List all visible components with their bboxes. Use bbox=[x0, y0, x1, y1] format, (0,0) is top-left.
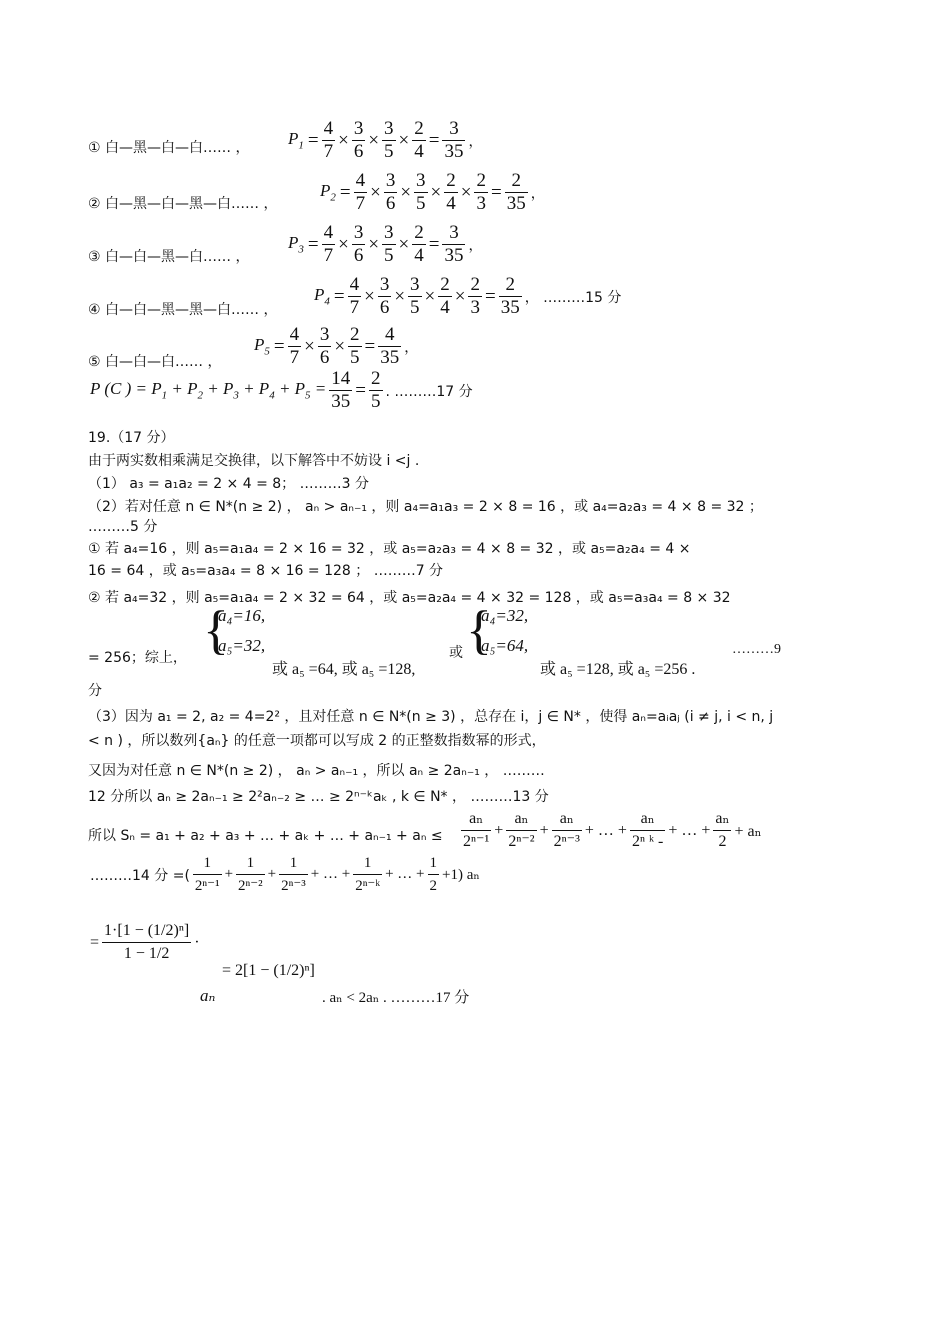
fraction-denominator: 4 bbox=[446, 193, 456, 214]
factor-fraction bbox=[412, 118, 426, 163]
fraction-numerator: 3 bbox=[353, 222, 364, 243]
probability-symbol: $P_5$ bbox=[254, 335, 270, 358]
fraction-denominator: 7 bbox=[323, 245, 334, 266]
fraction-denominator: 1 − 1/2 bbox=[102, 942, 191, 965]
factor-fraction bbox=[474, 170, 488, 215]
system-2-brace: { bbox=[466, 600, 492, 660]
case-probability-formula bbox=[318, 170, 547, 215]
s-n-term bbox=[630, 808, 665, 853]
fraction-numerator: 1 bbox=[429, 855, 437, 871]
pc-sub: 4 bbox=[269, 389, 275, 402]
fraction-numerator: 2 bbox=[440, 274, 450, 295]
result-fraction bbox=[378, 324, 401, 369]
fraction-numerator: 2 bbox=[505, 274, 515, 295]
fraction-denominator: 6 bbox=[385, 193, 396, 214]
probability-subscript: 1 bbox=[298, 139, 304, 152]
fraction-denominator: 3 bbox=[476, 193, 486, 214]
fraction-numerator: 4 bbox=[323, 222, 334, 243]
case-probability-formula bbox=[286, 118, 484, 163]
s-n-prefix: 所以 Sₙ = a₁ + a₂ + a₃ + … + aₖ + … + aₙ₋₁ + aₙ ≤ bbox=[88, 828, 443, 844]
case-label: ③ 白—白—黑—白…… ， bbox=[88, 249, 250, 265]
operator: = bbox=[484, 285, 496, 307]
summary-label: = 256；综上， bbox=[88, 650, 187, 666]
factor-fraction bbox=[438, 274, 452, 319]
system-1-brace: { bbox=[203, 600, 229, 660]
series-term bbox=[353, 852, 382, 897]
fraction-numerator: 3 bbox=[384, 118, 394, 139]
fraction-numerator: 4 bbox=[349, 274, 360, 295]
pc-sub: 2 bbox=[197, 389, 203, 402]
pc-sub: 3 bbox=[233, 389, 239, 402]
operator: × bbox=[304, 335, 315, 357]
pc-lhs: P (C ) = $P_1 + P_2 + P_3 + P_4 + P_5$ = bbox=[90, 379, 327, 402]
s-n-terms bbox=[460, 808, 764, 853]
operator: × bbox=[338, 129, 349, 151]
fraction-numerator: 2 bbox=[470, 274, 480, 295]
s-n-term bbox=[506, 808, 536, 853]
factor-fraction bbox=[384, 170, 398, 215]
fraction-numerator: 4 bbox=[289, 324, 300, 345]
pc-formula bbox=[88, 368, 475, 413]
operator: = bbox=[428, 233, 440, 255]
factor-fraction bbox=[382, 118, 396, 163]
operator: = bbox=[490, 181, 502, 203]
fraction-denominator: 2ⁿ⁻³ bbox=[552, 830, 582, 853]
operator: = bbox=[90, 933, 100, 951]
fraction-numerator: 3 bbox=[384, 222, 394, 243]
s-n-term bbox=[713, 808, 731, 853]
operator: × bbox=[454, 285, 466, 307]
factor-fraction bbox=[318, 324, 332, 369]
case-probability-formula bbox=[286, 222, 484, 267]
fraction-denominator: 5 bbox=[384, 245, 394, 266]
fraction-denominator: 5 bbox=[410, 297, 420, 318]
system-1-tail: 或 a₅ =64, 或 a₅ =128, bbox=[272, 661, 416, 678]
fraction-numerator: 4 bbox=[355, 170, 366, 191]
operator: + bbox=[267, 866, 277, 882]
operator: × bbox=[398, 233, 410, 255]
fraction-denominator: 3 bbox=[470, 297, 480, 318]
final-equals: = 2[1 − (1/2)ⁿ] bbox=[222, 962, 315, 979]
fraction-denominator: 2ⁿ⁻² bbox=[506, 830, 536, 853]
factor-fraction bbox=[378, 274, 392, 319]
question-19-heading: 19.（17 分） bbox=[88, 430, 175, 446]
part-3-line-1: （3）因为 a₁ = 2, a₂ = 4=2² ，且对任意 n ∈ N*(n ≥ 3) ，总存在 i，j ∈ N* ，使得 aₙ=aᵢaⱼ (i ≠ j, i < n, j bbox=[88, 709, 774, 725]
probability-symbol: $P_2$ bbox=[320, 181, 336, 204]
operator: + bbox=[224, 866, 234, 882]
operator: × bbox=[460, 181, 472, 203]
operator: × bbox=[368, 233, 380, 255]
probability-symbol: $P_3$ bbox=[288, 233, 304, 256]
fraction-denominator: 6 bbox=[319, 347, 330, 368]
fraction-numerator: 2 bbox=[511, 170, 521, 191]
operator: + … + bbox=[668, 821, 711, 839]
system-2-tail: 或 a₅ =128, 或 a₅ =256 . bbox=[540, 661, 696, 678]
operator: = bbox=[428, 129, 440, 151]
part-2-line-1: （2）若对任意 n ∈ N*(n ≥ 2) ， aₙ > aₙ₋₁ ，则 a₄=a₁a₃ = 2 × 8 = 16 ，或 a₄=a₂a₃ = 4 × 8 = 32 ； bbox=[88, 499, 763, 515]
operator: = bbox=[339, 181, 351, 203]
fraction-denominator: 6 bbox=[353, 245, 364, 266]
case-a4-16-line-2: 16 = 64 ，或 a₅=a₃a₄ = 8 × 16 = 128 ； ………7 分 bbox=[88, 563, 444, 579]
fraction-numerator: 2 bbox=[414, 222, 424, 243]
operator: · bbox=[194, 933, 200, 951]
fraction-numerator: 2 bbox=[476, 170, 486, 191]
case-probability-formula bbox=[252, 324, 420, 369]
fraction-denominator: 7 bbox=[323, 141, 334, 162]
case-label: ① 白—黑—白—白…… ， bbox=[88, 140, 250, 156]
fraction-numerator: 14 bbox=[331, 368, 351, 389]
operator: + … + bbox=[310, 866, 351, 882]
fraction-denominator: 4 bbox=[414, 141, 424, 162]
part-3-line-4: 12 分所以 aₙ ≥ 2aₙ₋₁ ≥ 2²aₙ₋₂ ≥ … ≥ 2ⁿ⁻ᵏaₖ , k ∈ N* ， ………13 分 bbox=[88, 789, 549, 805]
fraction-denominator: 5 bbox=[371, 391, 381, 412]
fraction-numerator: 3 bbox=[416, 170, 426, 191]
operator: × bbox=[368, 129, 380, 151]
result-fraction bbox=[499, 274, 522, 319]
fraction-denominator: 2ⁿ⁻¹ bbox=[461, 830, 491, 853]
fraction-denominator: 35 bbox=[444, 245, 464, 266]
fraction-numerator: 3 bbox=[379, 274, 390, 295]
series-term bbox=[279, 852, 308, 897]
probability-subscript: 4 bbox=[324, 295, 330, 308]
fraction-denominator: 7 bbox=[289, 347, 300, 368]
system-1-row-1: a₄=16, bbox=[218, 606, 266, 625]
operator: × bbox=[430, 181, 442, 203]
operator: = bbox=[355, 379, 366, 401]
fraction-numerator: aₙ bbox=[559, 810, 574, 827]
fraction-denominator: 5 bbox=[350, 347, 360, 368]
fraction-numerator: 1 bbox=[289, 855, 298, 871]
fraction-numerator: aₙ bbox=[469, 810, 484, 827]
factor-fraction bbox=[322, 118, 336, 163]
series-term bbox=[428, 852, 440, 897]
geometric-sum-fraction bbox=[102, 920, 191, 965]
operator: + … + bbox=[584, 821, 627, 839]
case-tail: ， bbox=[468, 133, 483, 150]
case-tail: ， bbox=[468, 237, 483, 254]
fraction-denominator: 2 bbox=[428, 874, 440, 897]
fraction-denominator: 35 bbox=[500, 297, 520, 318]
fraction-numerator: 3 bbox=[353, 118, 364, 139]
operator: + … + bbox=[385, 866, 425, 882]
fraction-denominator: 2ⁿ⁻¹ bbox=[193, 874, 222, 897]
factor-fraction bbox=[352, 222, 366, 267]
fraction-denominator: 35 bbox=[506, 193, 526, 214]
operator: + bbox=[539, 821, 549, 839]
operator: × bbox=[400, 181, 412, 203]
fraction-denominator: 6 bbox=[353, 141, 364, 162]
part-3-line-3: 又因为对任意 n ∈ N*(n ≥ 2) ， aₙ > aₙ₋₁ ，所以 aₙ ≥ 2aₙ₋₁ ， ……… bbox=[88, 763, 545, 779]
case-tail: ， bbox=[530, 185, 545, 202]
operator: × bbox=[424, 285, 436, 307]
operator: × bbox=[338, 233, 349, 255]
operator: × bbox=[398, 129, 410, 151]
fraction-numerator: 3 bbox=[449, 118, 459, 139]
fraction-numerator: 1 bbox=[203, 855, 211, 871]
fraction-numerator: 4 bbox=[323, 118, 334, 139]
fraction-numerator: aₙ bbox=[514, 810, 529, 827]
fraction-denominator: 2 bbox=[713, 830, 731, 853]
fraction-numerator: 2 bbox=[350, 324, 360, 345]
factor-fraction bbox=[382, 222, 396, 267]
fraction-denominator: 5 bbox=[416, 193, 426, 214]
pc-sub: 1 bbox=[161, 389, 168, 402]
probability-symbol: $P_1$ bbox=[288, 129, 304, 152]
factor-fraction bbox=[354, 170, 368, 215]
system-2-row-1: a₄=32, bbox=[481, 606, 529, 625]
operator: × bbox=[364, 285, 375, 307]
fraction-numerator: 2 bbox=[446, 170, 456, 191]
operator: = bbox=[307, 233, 319, 255]
factor-fraction bbox=[408, 274, 422, 319]
system-2-row-2: a₅=64, bbox=[481, 636, 529, 655]
operator: = bbox=[364, 335, 376, 357]
result-fraction bbox=[442, 222, 465, 267]
part-2-score-9: ………9 bbox=[732, 642, 781, 657]
score-unit: 分 bbox=[88, 683, 102, 699]
line-14-prefix: ………14 分 =( bbox=[90, 867, 190, 884]
fraction-numerator: 3 bbox=[319, 324, 330, 345]
factor-fraction bbox=[352, 118, 366, 163]
case-probability-formula bbox=[312, 274, 623, 319]
factor-fraction bbox=[322, 222, 336, 267]
series-term bbox=[193, 852, 222, 897]
pc-fraction-2 bbox=[369, 368, 383, 413]
or-label: 或 bbox=[449, 646, 463, 661]
case-a4-32-line-1: ② 若 a₄=32 ，则 a₅=a₁a₄ = 2 × 32 = 64 ，或 a₅=a₂a₄ = 4 × 32 = 128 ，或 a₅=a₃a₄ = 8 × 32 bbox=[88, 590, 731, 606]
result-fraction bbox=[442, 118, 465, 163]
part-2-score: ………5 分 bbox=[88, 519, 158, 535]
s-n-end: + aₙ bbox=[734, 822, 762, 840]
fraction-numerator: 3 bbox=[385, 170, 396, 191]
factor-fraction bbox=[468, 274, 482, 319]
final-tail: . aₙ < 2aₙ . ………17 分 bbox=[322, 990, 470, 1006]
factor-fraction bbox=[348, 274, 362, 319]
part-3-line-2: < n ) ，所以数列{aₙ} 的任意一项都可以写成 2 的正整数指数幂的形式， bbox=[88, 733, 546, 749]
fraction-numerator: 3 bbox=[410, 274, 420, 295]
case-tail: ， ………15 分 bbox=[524, 289, 622, 306]
fraction-denominator: 2ⁿ⁻² bbox=[236, 874, 265, 897]
case-label: ④ 白—白—黑—黑—白…… ， bbox=[88, 302, 278, 318]
probability-subscript: 2 bbox=[330, 191, 336, 204]
fraction-numerator: aₙ bbox=[715, 810, 730, 827]
fraction-denominator: 2ⁿ⁻ᵏ bbox=[353, 874, 382, 897]
part-1: （1） a₃ = a₁a₂ = 2 × 4 = 8； ………3 分 bbox=[88, 476, 369, 492]
fraction-denominator: 4 bbox=[414, 245, 424, 266]
fraction-numerator: 1·[1 − (1/2)ⁿ] bbox=[104, 922, 190, 939]
pc-tail: . ………17 分 bbox=[385, 383, 473, 400]
fraction-denominator: 2ⁿ⁻³ bbox=[279, 874, 308, 897]
fraction-numerator: 4 bbox=[385, 324, 395, 345]
factor-fraction bbox=[412, 222, 426, 267]
fraction-denominator: 35 bbox=[331, 391, 351, 412]
factor-fraction bbox=[288, 324, 302, 369]
line-14-formula bbox=[88, 852, 482, 897]
probability-symbol: $P_4$ bbox=[314, 285, 330, 308]
fraction-denominator: 5 bbox=[384, 141, 394, 162]
case-label: ② 白—黑—白—黑—白…… ， bbox=[88, 196, 278, 212]
fraction-denominator: 7 bbox=[355, 193, 366, 214]
system-1-row-2: a₅=32, bbox=[218, 636, 266, 655]
s-n-term bbox=[552, 808, 582, 853]
probability-subscript: 3 bbox=[298, 243, 304, 256]
final-an: aₙ bbox=[200, 986, 216, 1005]
question-19-intro: 由于两实数相乘满足交换律，以下解答中不妨设 i <j . bbox=[88, 453, 420, 469]
line-14-end: +1) aₙ bbox=[442, 867, 480, 883]
fraction-numerator: 3 bbox=[449, 222, 459, 243]
case-a4-16-line-1: ① 若 a₄=16 ，则 a₅=a₁a₄ = 2 × 16 = 32 ，或 a₅=a₂a₃ = 4 × 8 = 32 ，或 a₅=a₂a₄ = 4 × bbox=[88, 541, 691, 557]
operator: × bbox=[370, 181, 381, 203]
fraction-denominator: 35 bbox=[380, 347, 400, 368]
factor-fraction bbox=[414, 170, 428, 215]
fraction-denominator: 35 bbox=[444, 141, 464, 162]
probability-subscript: 5 bbox=[264, 345, 270, 358]
operator: = bbox=[273, 335, 285, 357]
fraction-denominator: 2ⁿ ᵏ - bbox=[630, 830, 665, 853]
fraction-numerator: 1 bbox=[246, 855, 255, 871]
result-fraction bbox=[505, 170, 528, 215]
operator: = bbox=[307, 129, 319, 151]
series-term bbox=[236, 852, 265, 897]
final-fraction bbox=[88, 920, 202, 965]
case-label: ⑤ 白—白—白…… ， bbox=[88, 354, 222, 370]
pc-fraction-1 bbox=[329, 368, 352, 413]
fraction-denominator: 4 bbox=[440, 297, 450, 318]
fraction-numerator: 2 bbox=[414, 118, 424, 139]
factor-fraction bbox=[348, 324, 362, 369]
operator: = bbox=[333, 285, 345, 307]
pc-sub: 5 bbox=[305, 389, 311, 402]
factor-fraction bbox=[444, 170, 458, 215]
case-tail: ， bbox=[404, 339, 419, 356]
operator: × bbox=[334, 335, 346, 357]
fraction-numerator: aₙ bbox=[640, 810, 655, 827]
fraction-denominator: 6 bbox=[379, 297, 390, 318]
fraction-numerator: 1 bbox=[363, 855, 372, 871]
s-n-term bbox=[461, 808, 491, 853]
fraction-numerator: 2 bbox=[371, 368, 381, 389]
operator: × bbox=[394, 285, 406, 307]
fraction-denominator: 7 bbox=[349, 297, 360, 318]
operator: + bbox=[494, 821, 504, 839]
